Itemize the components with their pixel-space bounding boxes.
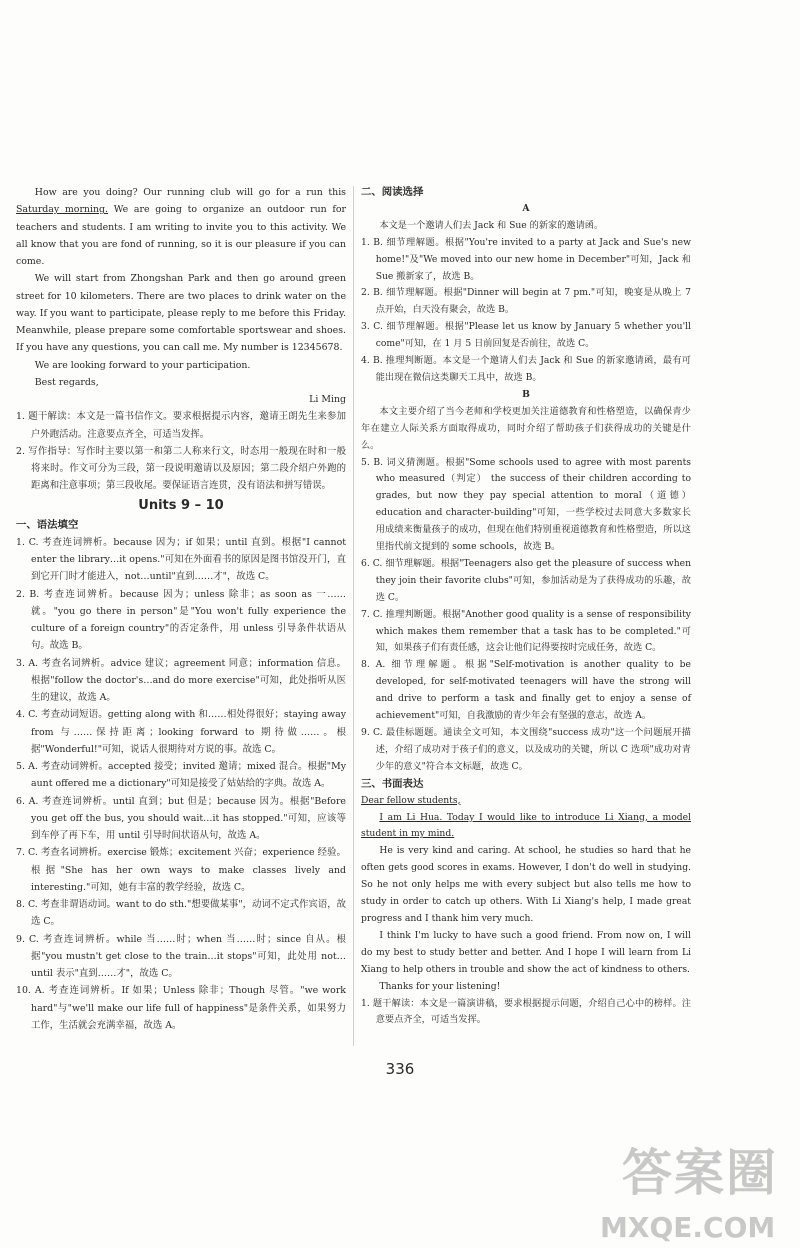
answer-item: 6. A. 考查连词辨析。until 直到；but 但是；because 因为。根据"Before you get off the bus, you should wait…it has stopped."可知，应该等到车停了再下车，用 until 引导时间状语从句，故选 A。 [16, 795, 346, 841]
section-title: 一、语法填空 [16, 518, 79, 531]
answer-item: 5. A. 考查动词辨析。accepted 接受；invited 邀请；mixed 混合。根据"My aunt offered me a dictionary"可知是接受了姑姑给的字典。故选 A。 [16, 761, 346, 790]
passage-intro: 本文是一个邀请人们去 Jack 和 Sue 的新家的邀请函。 [379, 219, 604, 231]
passage-letter: A [522, 202, 530, 214]
answer-item: 3. C. 细节理解题。根据"Please let us know by January 5 whether you'll come"可知，在 1 月 5 日前回复是否前往，故选 C。 [361, 321, 691, 350]
page-number: 336 [385, 1060, 415, 1078]
writing-note: 2. 写作指导：写作时主要以第一和第二人称来行文，时态用一般现在时和一般将来时。作文可分为三段，第一段说明邀请以及原因；第二段介绍户外跑的距离和注意事项；第三段收尾。要保证语言连贯，没有语法和拼写错误。 [16, 445, 346, 492]
essay-paragraph: I think I'm lucky to have such a good friend. From now on, I will do my best to study better and better. And I hope I will learn from Li Xiang to help others in trouble and show the act of kindness to others. [361, 929, 691, 975]
answer-item: 9. C. 最佳标题题。通读全文可知，本文围绕"success 成功"这一个问题展开描述，介绍了成功对于孩子们的意义，以及成功的关键，所以 C 选项"成功对青少年的意义"符合本文标题，故选 C。 [361, 727, 691, 772]
answer-item: 9. C. 考查连词辨析。while 当……时；when 当……时；since 自从。根据"you mustn't get close to the train…it stops"可知，此处用 not…until 表示"直到……才"，故选 C。 [16, 933, 346, 979]
answer-item: 5. B. 词义猜测题。根据"Some schools used to agree with most parents who measured（判定） the success of their children according to grades, but now they pay special attention to moral（道德） education and character-building"可知，一些学校过去同意大多数家长用成绩来衡量孩子的成功，但现在他们特别重视道德教育和性格塑造，所以这里指代前文提到的 some schools，故选 B。 [361, 456, 691, 553]
section-title: 三、书面表达 [361, 777, 424, 790]
essay-closing: Thanks for your listening! [379, 980, 501, 992]
answer-item: 3. A. 考查名词辨析。advice 建议；agreement 同意；information 信息。根据"follow the doctor's…and do more exercise"可知，此处指听从医生的建议，故选 A。 [16, 657, 346, 703]
column-divider [353, 186, 354, 1046]
answer-item: 2. B. 考查连词辨析。because 因为；unless 除非；as soon as 一……就。"you go there in person"是"You won't fully experience the culture of a foreign country"的否定条件，用 unless 引导条件状语从句。故选 B。 [16, 588, 346, 652]
writing-note: 1. 题干解读：本文是一篇演讲稿，要求根据提示问题，介绍自己心中的榜样。注意要点齐全，可适当发挥。 [361, 997, 691, 1026]
watermark-text: 答案圈 [622, 1144, 778, 1202]
passage-intro: 本文主要介绍了当今老师和学校更加关注道德教育和性格塑造，以确保青少年在建立人际关系方面取得成功，同时介绍了帮助孩子们获得成功的关键是什么。 [361, 405, 691, 451]
answer-item: 8. C. 考查非谓语动词。want to do sth."想要做某事"，动词不定式作宾语，故选 C。 [16, 899, 346, 928]
answer-item: 4. B. 推理判断题。本文是一个邀请人们去 Jack 和 Sue 的新家邀请函，最有可能出现在微信这类聊天工具中，故选 B。 [361, 355, 691, 383]
section-title: 二、阅读选择 [361, 186, 424, 198]
answer-item: 7. C. 推理判断题。根据"Another good quality is a sense of responsibility which makes them remember that a task has to be completed."可知，如果孩子们有责任感，这会让他们记得要按时完成任务，故选 C。 [361, 608, 691, 654]
passage-letter: B [522, 388, 530, 400]
watermark-url: MXQE.COM [600, 1211, 776, 1244]
answer-item: 4. C. 考查动词短语。getting along with 和……相处得很好；staying away from 与……保持距离；looking forward to 期待做……。根据"Wonderful!"可知，说话人很期待对方说的事。故选 C。 [16, 709, 346, 755]
answer-item: 1. B. 细节理解题。根据"You're invited to a party at Jack and Sue's new home!"及"We moved into our new home in December"可知，Jack 和 Sue 搬新家了，故选 B。 [361, 236, 691, 282]
essay-greeting: Dear fellow students, [361, 794, 461, 806]
letter-paragraph: We are looking forward to your participation. [34, 359, 251, 371]
unit-title: Units 9 – 10 [138, 497, 224, 513]
answer-item: 1. C. 考查连词辨析。because 因为；if 如果；until 直到。根据"I cannot enter the library…it opens."可知在外面看书的原因是图书馆没开门，直到它开门时才能进入，not…until"直到……才"，故选 C。 [16, 536, 346, 583]
answer-item: 6. C. 细节理解题。根据"Teenagers also get the pleasure of success when they join their favorite clubs"可知，参加活动是为了获得成功的乐趣，故选 C。 [361, 557, 691, 603]
answer-item: 2. B. 细节理解题。根据"Dinner will begin at 7 pm."可知，晚宴是从晚上 7 点开始，白天没有聚会，故选 B。 [361, 287, 691, 316]
answer-item: 7. C. 考查名词辨析。exercise 锻炼；excitement 兴奋；experience 经验。根据"She has her own ways to make classes lively and interesting."可知，她有丰富的教学经验，故选 C。 [16, 847, 346, 893]
letter-paragraph: How are you doing? Our running club will go for a run this Saturday morning. We are going to organize an outdoor run for teachers and students. I am writing to invite you to this activity. We all know that you are fond of running, so it is our pleasure if you can come. [16, 187, 346, 267]
right-column [361, 184, 691, 1029]
letter-paragraph: We will start from Zhongshan Park and then go around green street for 10 kilometers. There are two places to drink water on the way. If you want to participate, please reply to me before this Friday. Meanwhile, please prepare some comfortable sportswear and shoes. If you have any questions, you can call me. My number is 12345678. [16, 273, 346, 354]
answer-item: 10. A. 考查连词辨析。If 如果；Unless 除非；Though 尽管。"we work hard"与"we'll make our life full of happiness"是条件关系，如果努力工作，生活就会充满幸福，故选 A。 [16, 985, 346, 1031]
writing-note: 1. 题干解读：本文是一篇书信作文。要求根据提示内容，邀请王朗先生来参加户外跑活动。注意要点齐全，可适当发挥。 [16, 411, 346, 440]
answer-item: 8. A. 细节理解题。根据"Self-motivation is another quality to be developed, for self-motivated teenagers will have the strong will and drive to perform a task and finally get to enjoy a sense of achievement"可知，自我激励的青少年会有坚强的意志，故选 A。 [361, 659, 691, 722]
watermark-logo [600, 1145, 800, 1245]
left-column [16, 184, 346, 1034]
essay-paragraph: He is very kind and caring. At school, he studies so hard that he often gets good scores in exams. However, I don't do well in studying. So he not only helps me with every subject but also tells me how to study in order to catch up others. With Li Xiang's help, I made great progress and I thank him very much. [361, 845, 691, 924]
letter-signature: Li Ming [309, 394, 346, 405]
letter-closing: Best regards, [34, 376, 99, 388]
essay-paragraph: I am Li Hua. Today I would like to introduce Li Xiang, a model student in my mind. [361, 811, 691, 840]
